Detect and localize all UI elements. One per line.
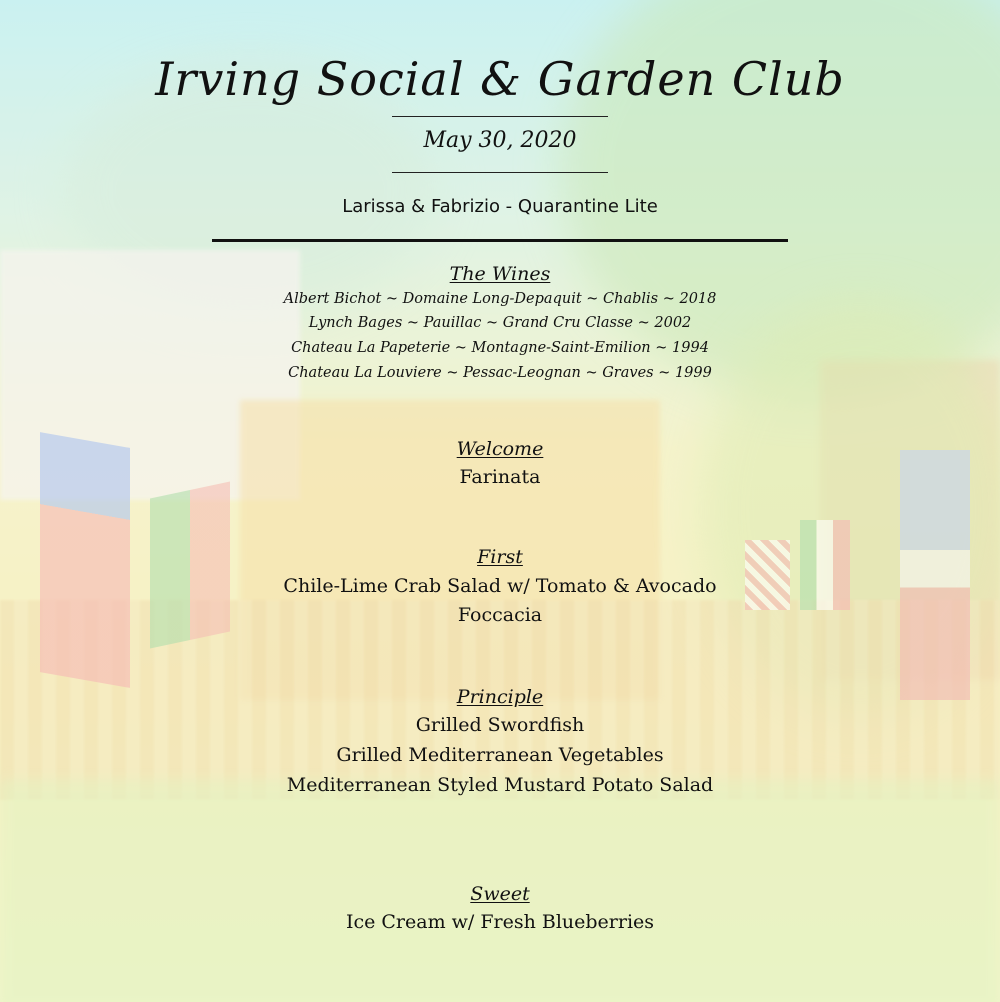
course-heading-sweet: Sweet (470, 883, 530, 905)
dish-item: Ice Cream w/ Fresh Blueberries (345, 911, 655, 933)
dish-item: Farinata (459, 466, 541, 488)
event-date: May 30, 2020 (423, 128, 577, 153)
date-divider (392, 172, 608, 173)
hosts-subtitle: Larissa & Fabrizio - Quarantine Lite (342, 196, 658, 217)
wines-heading: The Wines (449, 263, 551, 285)
dish-item: Grilled Swordfish (415, 714, 585, 736)
dish-item: Chile-Lime Crab Salad w/ Tomato & Avocado (283, 575, 717, 597)
course-heading-welcome: Welcome (456, 438, 544, 460)
course-heading-principle: Principle (456, 686, 544, 708)
wine-item: Chateau La Papeterie ~ Montagne-Saint-Emilion ~ 1994 (291, 340, 709, 356)
dish-item: Grilled Mediterranean Vegetables (336, 744, 664, 766)
dish-item: Mediterranean Styled Mustard Potato Salad (286, 774, 714, 796)
wine-item: Lynch Bages ~ Pauillac ~ Grand Cru Classe ~ 2002 (308, 315, 692, 331)
wine-item: Chateau La Louviere ~ Pessac-Leognan ~ Graves ~ 1999 (288, 365, 712, 381)
wine-item: Albert Bichot ~ Domaine Long-Depaquit ~ Chablis ~ 2018 (283, 291, 717, 307)
header-divider (212, 239, 788, 242)
course-heading-first: First (477, 546, 523, 568)
title-divider (392, 116, 608, 117)
dish-item: Foccacia (457, 604, 543, 626)
page-title: Irving Social & Garden Club (155, 52, 845, 106)
